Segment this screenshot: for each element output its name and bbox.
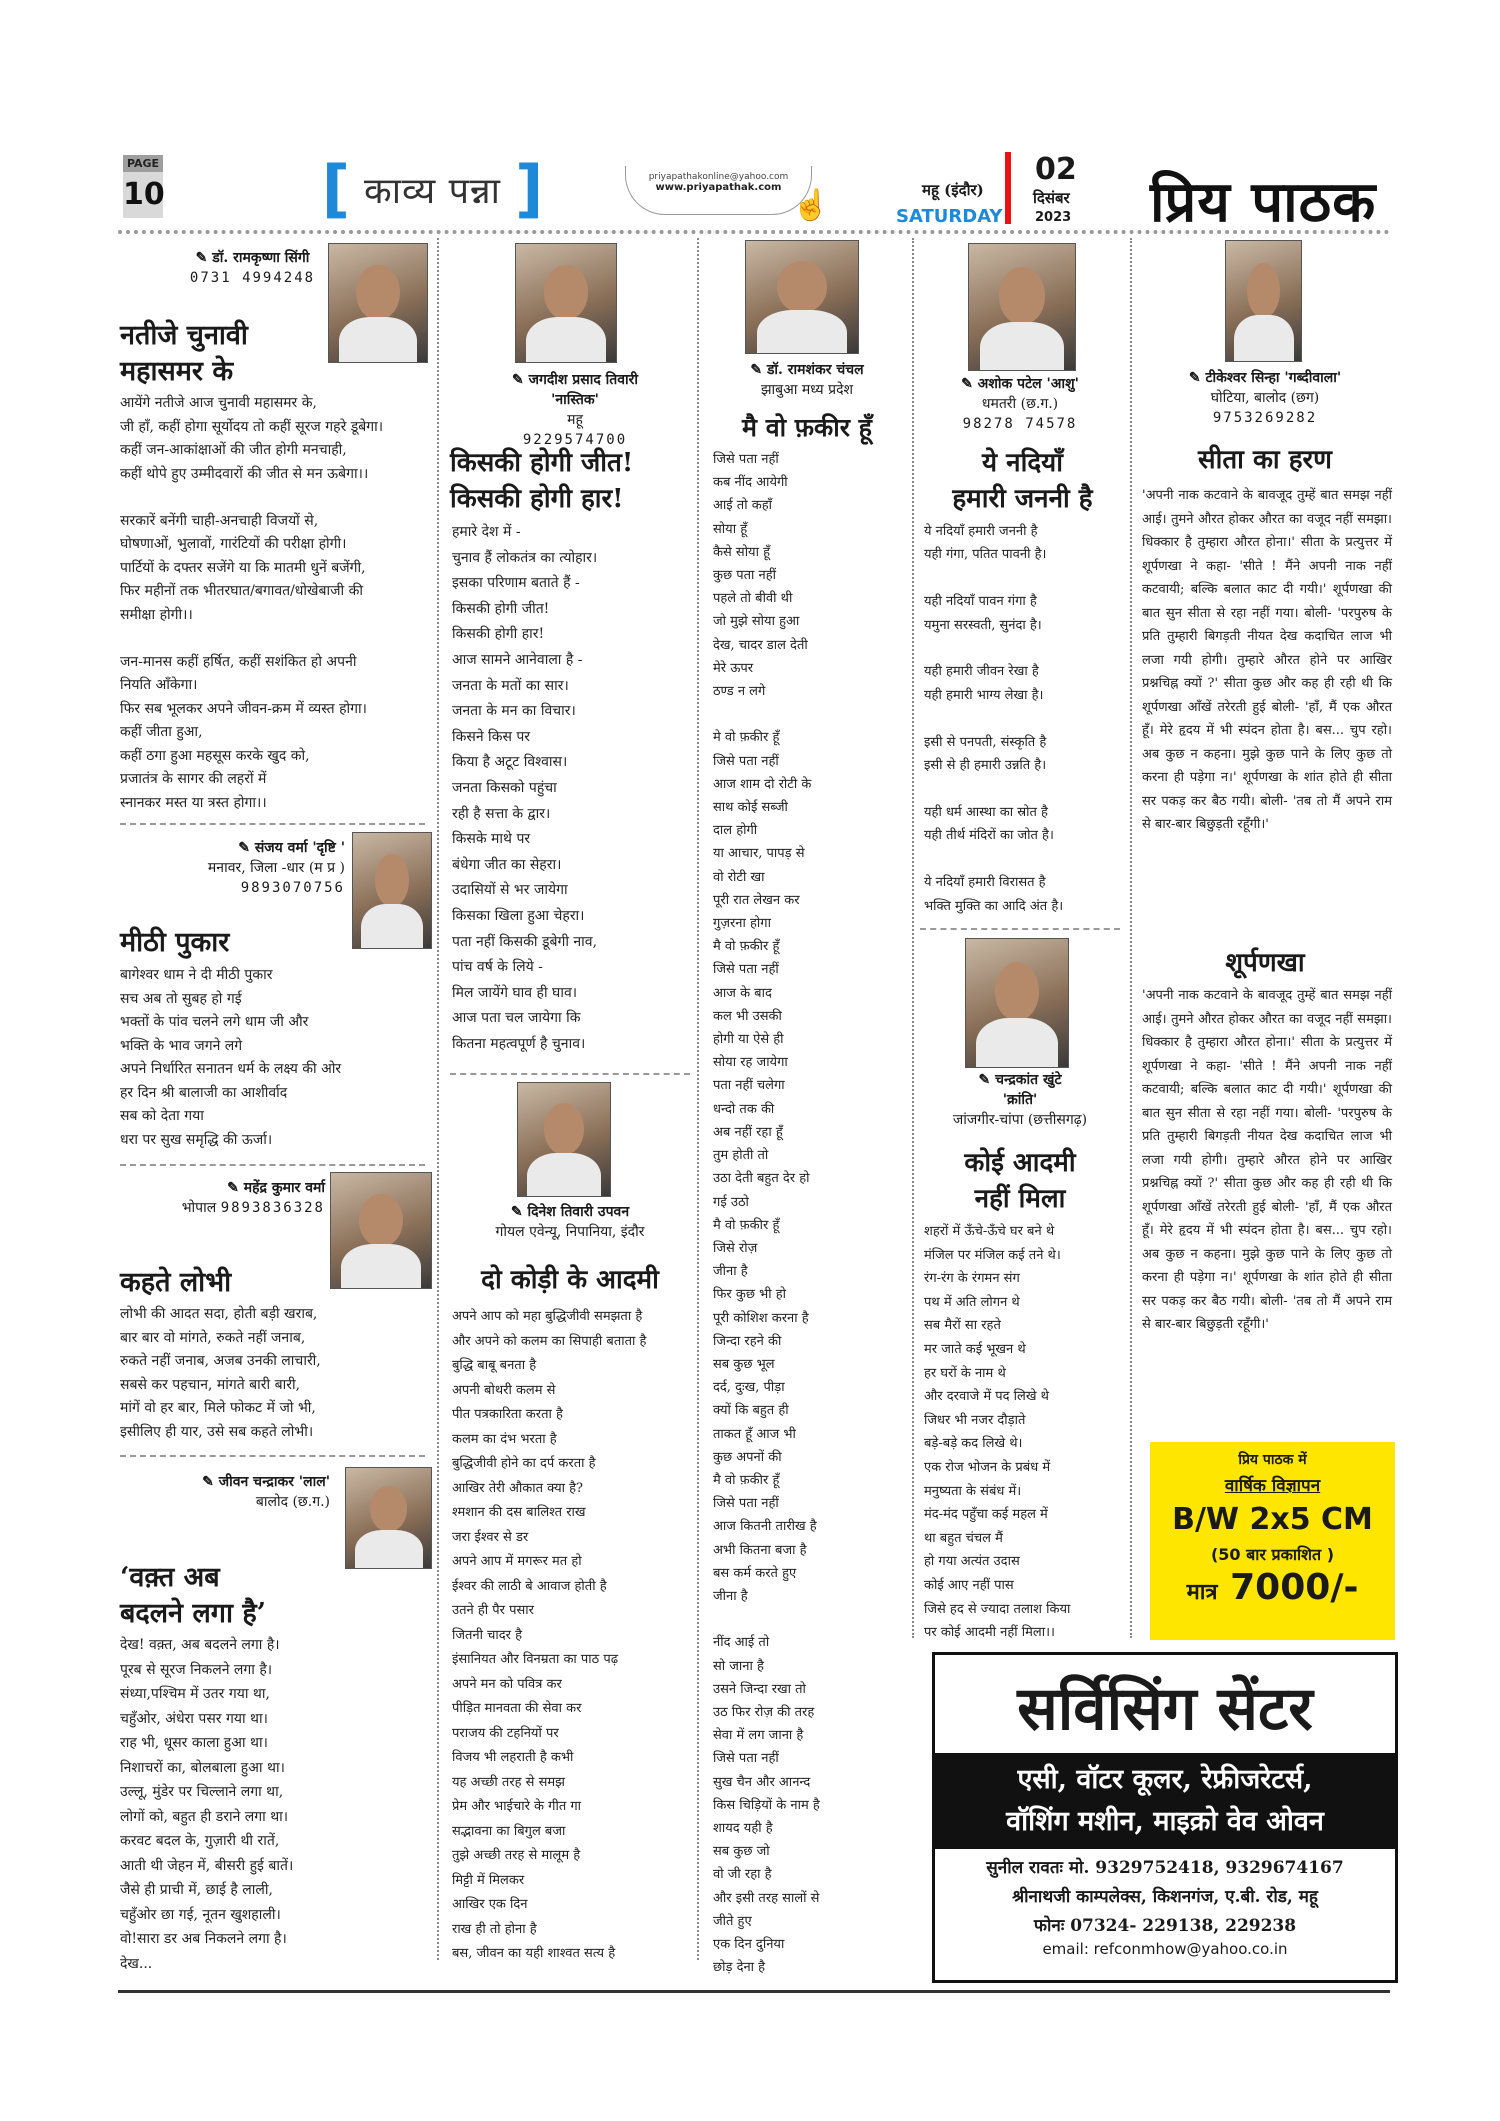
author-phone: 9893070756 bbox=[240, 880, 345, 896]
author-location: जांजगीर-चांपा (छत्तीसगढ़) bbox=[952, 1112, 1088, 1128]
author-location: घोटिया, बालोद (छग) bbox=[1210, 390, 1320, 406]
poem-title: ‘वक़्त अब बदलने लगा है’ bbox=[120, 1562, 267, 1629]
poem-title: किसकी होगी जीत! किसकी होगी हार! bbox=[450, 448, 634, 514]
ad-line: मात्र bbox=[1186, 1580, 1218, 1605]
section-name: काव्य पन्ना bbox=[364, 170, 501, 212]
author-photo bbox=[968, 243, 1076, 371]
author-name: अशोक पटेल 'आशु' bbox=[977, 376, 1079, 392]
author-photo bbox=[352, 832, 432, 949]
poem-body: बागेश्वर धाम ने दी मीठी पुकार सच अब तो सुबह हो गई भक्तों के पांव चलने लगे धाम जी और भक्ति के भाव जगने लगे अपने निर्धारित सनातन धर्म के लक्ष्य की ओर हर दिन श्री बालाजी का आशीर्वाद सब को देता गया धरा पर सुख समृद्धि की ऊर्जा। bbox=[120, 967, 342, 1148]
ad-title: सर्विसिंग सेंटर bbox=[1017, 1674, 1313, 1744]
author-location: महू bbox=[567, 412, 583, 428]
ad-line: (50 बार प्रकाशित ) bbox=[1210, 1545, 1335, 1564]
byline bbox=[450, 1202, 690, 1242]
pointing-hand-icon: ☝ bbox=[792, 188, 830, 223]
author-photo bbox=[1225, 240, 1302, 362]
pen-icon: ✎ bbox=[202, 1474, 219, 1490]
right-bracket: ] bbox=[514, 152, 544, 225]
column-divider bbox=[697, 238, 699, 1960]
poem-title: कहते लोभी bbox=[120, 1267, 232, 1298]
pen-icon: ✎ bbox=[510, 1204, 528, 1220]
author-name: चन्द्रकांत खुंटे 'क्रांति' bbox=[995, 1072, 1062, 1108]
left-bracket: [ bbox=[321, 152, 351, 225]
author-photo bbox=[965, 938, 1069, 1068]
byline bbox=[470, 370, 680, 450]
author-photo bbox=[515, 243, 617, 363]
ad-line: वार्षिक विज्ञापन bbox=[1224, 1476, 1321, 1496]
byline bbox=[130, 1472, 330, 1512]
author-photo bbox=[517, 1082, 611, 1197]
pen-icon: ✎ bbox=[511, 372, 529, 388]
byline bbox=[150, 838, 345, 898]
author-name: जीवन चन्द्राकर 'लाल' bbox=[218, 1474, 330, 1490]
poem-body: अपने आप को महा बुद्धिजीवी समझता है और अपने को कलम का सिपाही बताता है बुद्धि बाबू बनता है अपनी बोथरी कलम से पीत पत्रकारिता करता है कलम का दंभ भरता है बुद्धिजीवी होने का दर्प करता है आखिर तेरी औकात क्या है? श्मशान की दस बालिश्त राख जरा ईश्वर से डर अपने आप में मगरूर मत हो ईश्वर की लाठी बे आवाज होती है उतने ही पैर पसार जितनी चादर है इंसानियत और विनम्रता का पाठ पढ़ अपने मन को पवित्र कर पीड़ित मानवता की सेवा कर पराजय की टहनियों पर विजय भी लहराती है कभी यह अच्छी तरह से समझ प्रेम और भाईचारे के गीत गा सद्भावना का बिगुल बजा तुझे अच्छी तरह से मालूम है मिट्टी में मिलकर आखिर एक दिन राख ही तो होना है बस, जीवन का यही शाश्वत सत्य है bbox=[452, 1309, 647, 1961]
ad-line: प्रिय पाठक में bbox=[1238, 1452, 1307, 1468]
author-name: महेंद्र कुमार वर्मा bbox=[243, 1180, 325, 1196]
separator bbox=[920, 928, 1120, 930]
poem-title: मै वो फ़कीर हूँ bbox=[742, 413, 872, 442]
header-rule bbox=[118, 230, 1390, 234]
ad-servicing-center bbox=[932, 1652, 1398, 1983]
page-number-badge bbox=[123, 155, 163, 225]
story-body: 'अपनी नाक कटवाने के बावजूद तुम्हें बात समझ नहीं आई। तुमने औरत होकर औरत का वजूद नहीं समझा। धिक्कार है तुम्हारा औरत होना।' सीता के प्रत्युत्तर में शूर्पणखा ने कहा- 'सीते ! मैंने अपनी नाक नहीं कटवायी; बल्कि बलात काट दी गयी।' शूर्पणखा की बात सुन सीता से रहा नहीं गया। बोली- 'परपुरुष के प्रति तुम्हारी बिगड़ती नीयत देख कदाचित लाज भी लजा गयी होगी। तुम्हारे औरत होने पर आखिर प्रश्नचिह्न क्यों ?' सीता कुछ और कह ही रही थी कि शूर्पणखा आँखें तरेरती हुई बोली- 'हाँ, मैं एक औरत हूँ। मेरे हृदय में भी स्पंदन होता है। बस... चुप रहो। अब कुछ न कहना। मुझे कुछ पाने के लिए कुछ तो करना ही पड़ेगा न।' शूर्पणखा के शांत होते ही सीता सर पकड़ कर बैठ गयी। बोली- 'तब तो मैं अपने राम से बार-बार बिछुड़ती रहूँगी।' bbox=[1142, 988, 1392, 1332]
author-photo bbox=[330, 1172, 432, 1289]
author-location: बालोद (छ.ग.) bbox=[255, 1494, 330, 1510]
ad-annual-advertisement bbox=[1150, 1442, 1395, 1640]
story-title: सीता का हरण bbox=[1198, 445, 1332, 475]
column-divider bbox=[912, 238, 914, 1638]
separator bbox=[120, 823, 425, 825]
pen-icon: ✎ bbox=[238, 840, 255, 856]
column-divider bbox=[1130, 238, 1132, 1638]
poem-body: लोभी की आदत सदा, होती बड़ी खराब, बार बार वो मांगते, रुकते नहीं जनाब, रुकते नहीं जनाब, अजब उनकी लाचारी, सबसे कर पहचान, मांगते बारी बारी, मांगें वो हर बार, मिले फोकट में जो भी, इसीलिए ही यार, उसे सब कहते लोभी। bbox=[120, 1306, 321, 1440]
byline bbox=[920, 1070, 1120, 1130]
author-name: डॉ. रामशंकर चंचल bbox=[766, 362, 864, 378]
poem-title: मीठी पुकार bbox=[120, 927, 230, 958]
page-number: 10 bbox=[123, 172, 163, 218]
author-name: संजय वर्मा 'दृष्टि ' bbox=[254, 840, 345, 856]
byline bbox=[150, 1178, 325, 1218]
author-photo bbox=[328, 243, 428, 363]
ad-phone: फोनः 07324- 229138, 229238 bbox=[1033, 1916, 1297, 1936]
separator bbox=[120, 1455, 425, 1457]
byline bbox=[180, 248, 325, 288]
date-divider bbox=[1005, 152, 1011, 224]
ad-email[interactable]: email: refconmhow@yahoo.co.in bbox=[1042, 1940, 1288, 1958]
poem-body: ये नदियाँ हमारी जननी है यही गंगा, पतित पावनी है। यही नदियाँ पावन गंगा है यमुना सरस्वती, सुनंदा है। यही हमारी जीवन रेखा है यही हमारी भाग्य लेखा है। इसी से पनपती, संस्कृति है इसी से ही हमारी उन्नति है। यही धर्म आस्था का स्रोत है यही तीर्थ मंदिरों का जोत है। ये नदियाँ हमारी विरासत है भक्ति मुक्ति का आदि अंत है। bbox=[924, 524, 1064, 914]
ad-contact: सुनील रावतः मो. 9329752418, 9329674167 bbox=[986, 1858, 1344, 1878]
poem-title: दो कोड़ी के आदमी bbox=[481, 1265, 659, 1295]
author-name: जगदीश प्रसाद तिवारी 'नास्तिक' bbox=[528, 372, 639, 408]
pen-icon: ✎ bbox=[1188, 370, 1206, 386]
author-location: झाबुआ मध्य प्रदेश bbox=[760, 382, 854, 398]
masthead-logo: प्रिय पाठक bbox=[1150, 169, 1377, 235]
poem-title: कोई आदमी नहीं मिला bbox=[964, 1148, 1076, 1214]
poem-title: नतीजे चुनावी महासमर के bbox=[120, 320, 248, 387]
ad-services: एसी, वॉटर कूलर, रेफ्रीजरेटर्स, bbox=[1017, 1764, 1313, 1795]
author-phone: 9753269282 bbox=[1212, 410, 1318, 426]
separator bbox=[450, 1073, 690, 1075]
byline bbox=[1140, 368, 1390, 428]
poem-title: ये नदियाँ हमारी जननी है bbox=[952, 448, 1093, 514]
byline bbox=[712, 360, 902, 400]
poem-body: हमारे देश में - चुनाव हैं लोकतंत्र का त्योहार। इसका परिणाम बताते हैं - किसकी होगी जीत! किसकी होगी हार! आज सामने आनेवाला है - जनता के मतों का सार। जनता के मन का विचार। किसने किस पर किया है अटूट विश्वास। जनता किसको पहुंचा रही है सत्ता के द्वार। किसके माथे पर बंधेगा जीत का सेहरा। उदासियों से भर जायेगा किसका खिला हुआ चेहरा। पता नहीं किसकी डूबेगी नाव, पांच वर्ष के लिये - मिल जायेंगे घाव ही घाव। आज पता चल जायेगा कि कितना महत्वपूर्ण है चुनाव। bbox=[452, 524, 598, 1052]
web-contact bbox=[625, 166, 812, 215]
pen-icon: ✎ bbox=[227, 1180, 244, 1196]
date-day: 02 bbox=[1035, 152, 1077, 187]
contact-email: priyapathakonline@yahoo.com bbox=[648, 172, 789, 182]
author-name: दिनेश तिवारी उपवन bbox=[527, 1204, 630, 1220]
page-label: PAGE bbox=[123, 155, 163, 172]
ad-size: B/W 2x5 CM bbox=[1172, 1502, 1373, 1537]
author-location: गोयल एवेन्यू, निपानिया, इंदौर bbox=[495, 1224, 645, 1240]
author-location: मनावर, जिला -धार (म प्र ) bbox=[207, 860, 345, 876]
poem-body: देख! वक़्त, अब बदलने लगा है। पूरब से सूरज निकलने लगा है। संध्या,पश्चिम में उतर गया था, चहुँओर, अंधेरा पसर गया था। राह भी, धूसर काला हुआ था। निशाचरों का, बोलबाला हुआ था। उल्लू, मुंडेर पर चिल्लाने लगा था, लोगों को, बहुत ही डराने लगा था। करवट बदल के, गुज़ारी थी रातें, आती थी जेहन में, बीसरी हुई बातें। जैसे ही प्राची में, छाई है लाली, चहुँओर छा गई, नूतन खुशहाली। वो!सारा डर अब निकलने लगा है। देख... bbox=[120, 1637, 294, 1972]
author-phone: 98278 74578 bbox=[962, 416, 1078, 432]
pen-icon: ✎ bbox=[195, 250, 213, 266]
author-phone: 9893836328 bbox=[220, 1200, 325, 1216]
poem-body: शहरों में ऊँचे-ऊँचे घर बने थे मंजिल पर मंजिल कई तने थे। रंग-रंग के रंगमन संग पथ में अति लोगन थे सब मैरों सा रहते मर जाते कई भूखन थे हर घरों के नाम थे और दरवाजे में पद लिखे थे जिधर भी नजर दौड़ाते बड़े-बड़े कद लिखे थे। एक रोज भोजन के प्रबंध में मनुष्यता के संबंध में। मंद-मंद पहुँचा कई महल में था बहुत चंचल मैं हो गया अत्यंत उदास कोई आए नहीं पास जिसे हद से ज्यादा तलाश किया पर कोई आदमी नहीं मिला।। bbox=[924, 1224, 1071, 1641]
ad-price: 7000/- bbox=[1230, 1567, 1359, 1608]
author-phone: 9229574700 bbox=[522, 432, 628, 448]
author-name: डॉ. रामकृष्णा सिंगी bbox=[212, 250, 310, 266]
story-body: 'अपनी नाक कटवाने के बावजूद तुम्हें बात समझ नहीं आई। तुमने औरत होकर औरत का वजूद नहीं समझा। धिक्कार है तुम्हारा औरत होना।' सीता के प्रत्युत्तर में शूर्पणखा ने कहा- 'सीते ! मैंने अपनी नाक नहीं कटवायी; बल्कि बलात काट दी गयी।' शूर्पणखा की बात सुन सीता से रहा नहीं गया। बोली- 'परपुरुष के प्रति तुम्हारी बिगड़ती नीयत देख कदाचित लाज भी लजा गयी होगी। तुम्हारे औरत होने पर आखिर प्रश्नचिह्न क्यों ?' सीता कुछ और कह ही रही थी कि शूर्पणखा आँखें तरेरती हुई बोली- 'हाँ, मैं एक औरत हूँ। मेरे हृदय में भी स्पंदन होता है। बस... चुप रहो। अब कुछ न कहना। मुझे कुछ पाने के लिए कुछ तो करना ही पड़ेगा न।' शूर्पणखा के शांत होते ही सीता सर पकड़ कर बैठ गयी। बोली- 'तब तो मैं अपने राम से बार-बार बिछुड़ती रहूँगी।' bbox=[1142, 488, 1392, 832]
author-photo bbox=[745, 240, 859, 354]
date-year: 2023 bbox=[1035, 210, 1072, 225]
author-phone: 0731 4994248 bbox=[189, 270, 316, 286]
weekday: SATURDAY bbox=[896, 206, 1003, 227]
section-title bbox=[305, 152, 560, 225]
city-name: महू (इंदौर) bbox=[922, 181, 984, 199]
separator bbox=[120, 1164, 425, 1166]
website-link[interactable]: www.priyapathak.com bbox=[655, 182, 782, 193]
story-title: शूर्पणखा bbox=[1225, 948, 1305, 978]
footer-rule bbox=[118, 1990, 1390, 1993]
ad-address: श्रीनाथजी काम्पलेक्स, किशनगंज, ए.बी. रोड, महू bbox=[1012, 1887, 1318, 1907]
date-month: दिसंबर bbox=[1033, 189, 1070, 207]
pen-icon: ✎ bbox=[978, 1072, 996, 1088]
pen-icon: ✎ bbox=[961, 376, 978, 392]
author-name: टीकेश्वर सिन्हा 'गब्दीवाला' bbox=[1205, 370, 1342, 386]
ad-services: वॉशिंग मशीन, माइक्रो वेव ओवन bbox=[1006, 1806, 1324, 1837]
column-divider bbox=[437, 238, 439, 1960]
author-photo bbox=[345, 1467, 432, 1569]
poem-body: आयेंगे नतीजे आज चुनावी महासमर के, जी हाँ, कहीं होगा सूर्योदय तो कहीं सूरज गहरे डूबेगा। कहीं जन-आकांक्षाओं की जीत होगी मनचाही, कहीं थोपे हुए उम्मीदवारों की जीत से मन ऊबेगा।। सरकारें बनेंगी चाही-अनचाही विजयों से, घोषणाओं, भुलावों, गारंटियों की परीक्षा होगी। पार्टियों के दफ्तर सजेंगे या कि मातमी धुनें बजेंगी, फिर महीनों तक भीतरघात/बगावत/धोखेबाजी की समीक्षा होगी।। जन-मानस कहीं हर्षित, कहीं सशंकित हो अपनी नियति आँकेगा। फिर सब भूलकर अपने जीवन-क्रम में व्यस्त होगा। कहीं जीता हुआ, कहीं ठगा हुआ महसूस करके खुद को, प्रजातंत्र के सागर की लहरों में स्नानकर मस्त या त्रस्त होगा।। bbox=[120, 395, 384, 811]
author-location: धमतरी (छ.ग.) bbox=[981, 396, 1059, 412]
pen-icon: ✎ bbox=[750, 362, 767, 378]
byline bbox=[920, 374, 1120, 434]
author-location: भोपाल bbox=[181, 1200, 217, 1216]
poem-body: जिसे पता नहीं कब नींद आयेगी आई तो कहाँ सोया हूँ कैसे सोया हूँ कुछ पता नहीं पहले तो बीवी थी जो मुझे सोया हुआ देख, चादर डाल देती मेरे ऊपर ठण्ड न लगे मे वो फ़कीर हूँ जिसे पता नहीं आज शाम दो रोटी के साथ कोई सब्जी दाल होगी या आचार, पापड़ से वो रोटी खा पूरी रात लेखन कर गुज़रना होगा मै वो फ़कीर हूँ जिसे पता नहीं आज के बाद कल भी उसकी होगी या ऐसे ही सोया रह जायेगा पता नहीं चलेगा धन्दो तक की अब नहीं रहा हूँ तुम होती तो उठा देती बहुत देर हो गई उठो मै वो फ़कीर हूँ जिसे रोज़ जीना है फिर कुछ भी हो पूरी कोशिश करना है जिन्दा रहने की सब कुछ भूल दर्द, दुःख, पीड़ा क्यों कि बहुत ही ताकत हूँ आज भी कुछ अपनों की मै वो फ़कीर हूँ जिसे पता नहीं आज कितनी तारीख है अभी कितना बजा है बस कर्म करते हुए जीना है नींद आई तो सो जाना है उसने जिन्दा रखा तो उठ फिर रोज़ की तरह सेवा में लग जाना है जिसे पता नहीं सुख चैन और आनन्द किस चिड़ियों के नाम है शायद यही है सब कुछ जो वो जी रहा है और इसी तरह सालों से जीते हुए एक दिन दुनिया छोड़ देना है bbox=[713, 452, 820, 1976]
